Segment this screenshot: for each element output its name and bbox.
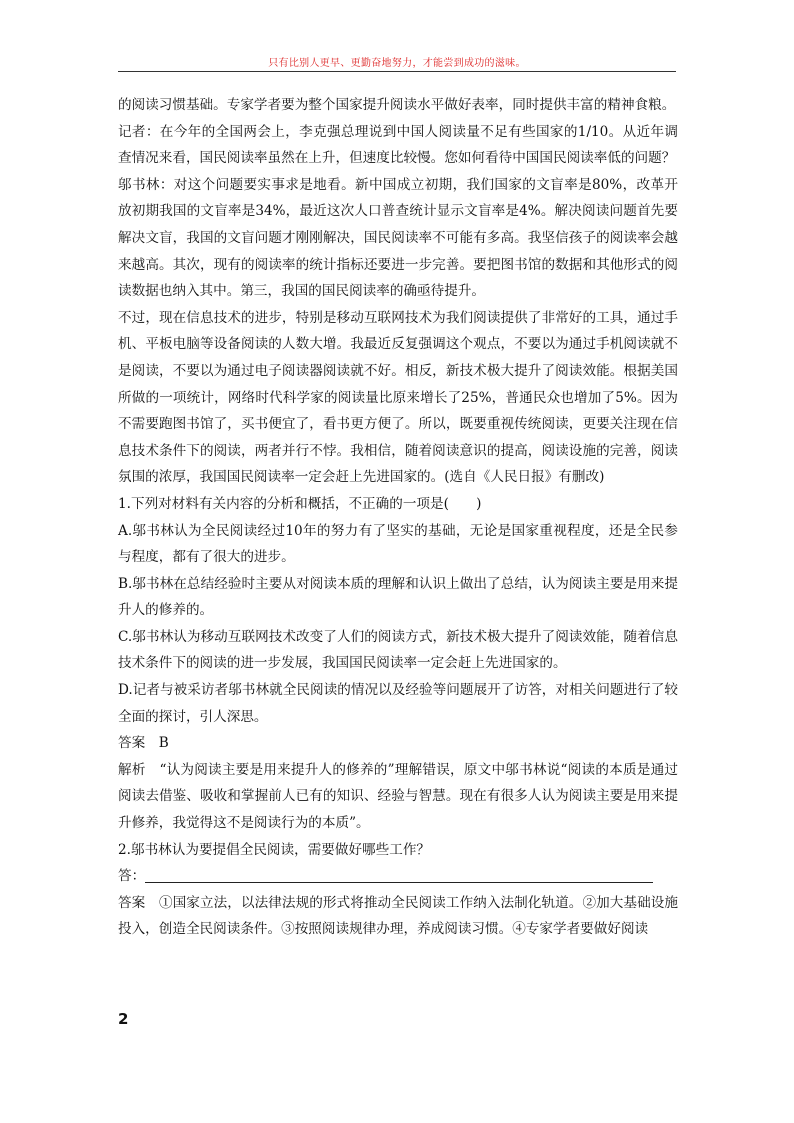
option-c: C.邬书林认为移动互联网技术改变了人们的阅读方式，新技术极大提升了阅读效能，随着信息技术条件下的阅读的进一步发展，我国国民阅读率一定会赶上先进国家的。 xyxy=(118,628,678,672)
paragraph-reporter-question: 记者：在今年的全国两会上，李克强总理说到中国人阅读量不足有些国家的1/10。从近年调查情况来看，国民阅读率虽然在上升，但速度比较慢。您如何看待中国国民阅读率低的问题？ xyxy=(118,123,678,167)
document-body xyxy=(118,92,678,943)
option-a: A.邬书林认为全民阅读经过10年的努力有了坚实的基础，无论是国家重视程度，还是全民参与程度，都有了很大的进步。 xyxy=(118,522,678,566)
question-1: 1.下列对材料有关内容的分析和概括，不正确的一项是( ) xyxy=(118,495,482,512)
analysis-1: 解析 “认为阅读主要是用来提升人的修养的”理解错误，原文中邬书林说“阅读的本质是通过阅读去借鉴、吸收和掌握前人已有的知识、经验与智慧。现在有很多人认为阅读主要是用来提升修养，我觉得这不是阅读行为的本质”。 xyxy=(118,761,678,832)
question-2: 2.邬书林认为要提倡全民阅读，需要做好哪些工作？ xyxy=(118,841,431,858)
option-b: B.邬书林在总结经验时主要从对阅读本质的理解和认识上做出了总结，认为阅读主要是用来提升人的修养的。 xyxy=(118,575,678,619)
header-divider xyxy=(118,71,676,72)
paragraph-interviewee-answer-1: 邬书林：对这个问题要实事求是地看。新中国成立初期，我们国家的文盲率是80%，改革开放初期我国的文盲率是34%，最近这次人口普查统计显示文盲率是4%。解决阅读问题首先要解决文盲，我国的文盲问题才刚刚解决，国民阅读率不可能有多高。我坚信孩子的阅读率会越来越高。其次，现有的阅读率的统计指标还要进一步完善。要把图书馆的数据和其他形式的阅读数据也纳入其中。第三，我国的国民阅读率的确亟待提升。 xyxy=(118,176,678,300)
answer-1: 答案 B xyxy=(118,735,169,752)
answer-2: 答案 ①国家立法，以法律法规的形式将推动全民阅读工作纳入法制化轨道。②加大基础设施投入，创造全民阅读条件。③按照阅读规律办理，养成阅读习惯。④专家学者要做好阅读 xyxy=(118,894,678,938)
answer-blank[interactable] xyxy=(145,866,653,883)
header-slogan: 只有比别人更早、更勤奋地努力，才能尝到成功的滋味。 xyxy=(268,58,526,69)
option-d: D.记者与被采访者邬书林就全民阅读的情况以及经验等问题展开了访答，对相关问题进行了较全面的探讨，引人深思。 xyxy=(118,682,678,725)
answer-line-label: 答： xyxy=(118,868,146,885)
paragraph-intro-continuation: 的阅读习惯基础。专家学者要为整个国家提升阅读水平做好表率，同时提供丰富的精神食粮。 xyxy=(118,97,676,113)
page-number: 2 xyxy=(118,1010,129,1028)
answer-line xyxy=(118,863,678,890)
paragraph-interviewee-answer-2: 不过，现在信息技术的进步，特别是移动互联网技术为我们阅读提供了非常好的工具，通过手机、平板电脑等设备阅读的人数大增。我最近反复强调这个观点，不要以为通过手机阅读就不是阅读，不要以为通过电子阅读器阅读就不好。相反，新技术极大提升了阅读效能。根据美国所做的一项统计，网络时代科学家的阅读量比原来增长了25%，普通民众也增加了5%。因为不需要跑图书馆了，买书便宜了，看书更方便了。所以，既要重视传统阅读，更要关注现在信息技术条件下的阅读，两者并行不悖。我相信，随着阅读意识的提高，阅读设施的完善，阅读氛围的浓厚，我国国民阅读率一定会赶上先进国家的。(选自《人民日报》有删改) xyxy=(118,309,678,486)
